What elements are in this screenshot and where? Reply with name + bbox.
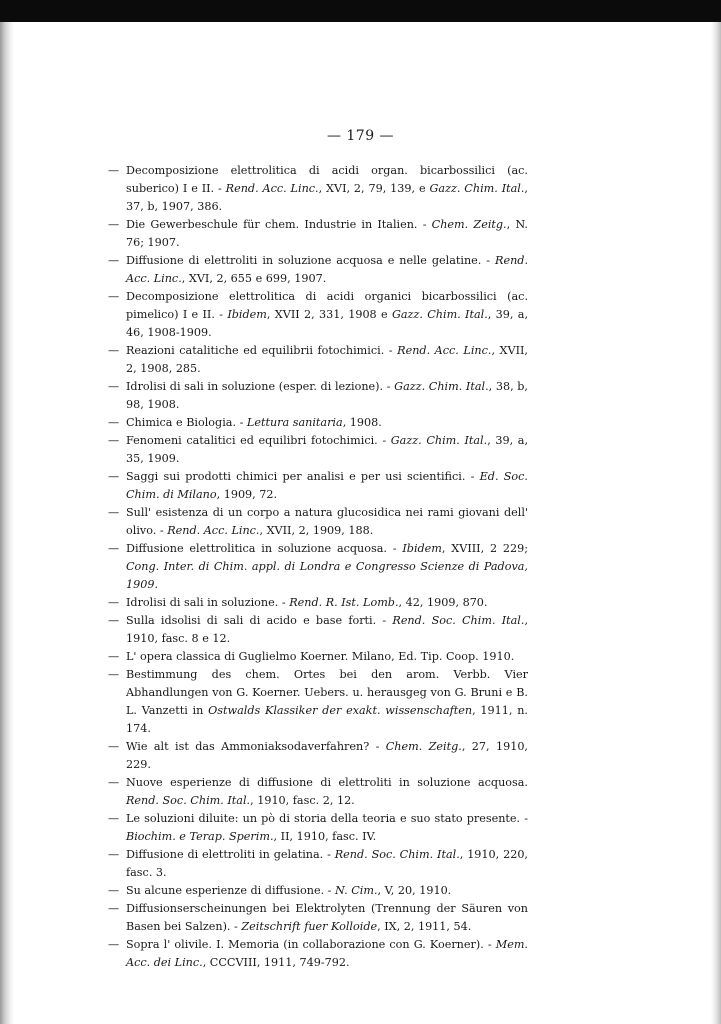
entry-dash: — bbox=[108, 812, 120, 825]
entry-dash: — bbox=[108, 164, 120, 177]
entry-ref2: Gazz. Chim. Ital. bbox=[391, 308, 488, 321]
entry-rest: , 39, a, 35, 1909. bbox=[126, 434, 529, 465]
entry-dash: — bbox=[108, 416, 120, 429]
entry-rest: , XVI, 2, 79, 139, e bbox=[318, 182, 430, 195]
bibliography-entry bbox=[108, 936, 528, 972]
entry-ref: Rend. R. Ist. Lomb. bbox=[289, 596, 399, 609]
entry-ref: Rend. Soc. Chim. Ital. bbox=[126, 794, 251, 807]
entry-dash: — bbox=[108, 902, 120, 915]
bibliography-entry bbox=[108, 810, 528, 846]
entry-text: Nuove esperienze di diffusione di elettroliti in soluzione acquosa. bbox=[126, 776, 528, 789]
entry-rest: , 38, b, 98, 1908. bbox=[126, 380, 528, 411]
entry-rest: , 1908. bbox=[342, 416, 382, 429]
entry-ref: Ibidem bbox=[227, 308, 267, 321]
entry-dash: — bbox=[108, 884, 120, 897]
bibliography-entry bbox=[108, 738, 528, 774]
bibliography-entry bbox=[108, 540, 528, 594]
entry-ref: Gazz. Chim. Ital. bbox=[394, 380, 489, 393]
bibliography-entry bbox=[108, 468, 528, 504]
entry-text: Diffusionserscheinungen bei Elektrolyten (Trennung der Säuren von Basen bei Salzen). - bbox=[126, 902, 528, 933]
entry-ref: Zeitschrift fuer Kolloide bbox=[241, 920, 378, 933]
entry-ref: Gazz. Chim. Ital. bbox=[390, 434, 488, 447]
page-number: — 179 — bbox=[326, 128, 395, 144]
entry-rest: , 42, 1909, 870. bbox=[398, 596, 488, 609]
entry-rest: , V, 20, 1910. bbox=[377, 884, 452, 897]
entry-rest: , 1909, 72. bbox=[216, 488, 278, 501]
entry-ref: Ostwalds Klassiker der exakt. wissenschaften bbox=[208, 704, 473, 717]
scan-right-edge bbox=[711, 22, 721, 1024]
bibliography-entry bbox=[108, 594, 528, 612]
bibliography-entry bbox=[108, 882, 528, 900]
entry-rest2: e Congresso Scienze di Padova, 1909. bbox=[126, 560, 528, 591]
entry-ref: Mem. Acc. dei Linc. bbox=[126, 938, 528, 969]
entry-rest: , 27, 1910, 229. bbox=[126, 740, 528, 771]
bibliography-entry bbox=[108, 288, 528, 342]
entry-dash: — bbox=[108, 614, 120, 627]
entry-ref: Rend. Acc. Linc. bbox=[167, 524, 260, 537]
entry-text: Die Gewerbeschule für chem. Industrie in Italien. - bbox=[126, 218, 432, 231]
entry-ref: Rend. Soc. Chim. Ital. bbox=[334, 848, 460, 861]
entry-rest: , XVII, 2, 1909, 188. bbox=[259, 524, 374, 537]
entry-text: Sull' esistenza di un corpo a natura glucosidica nei rami giovani dell' olivo. - bbox=[126, 506, 528, 537]
entry-ref: Ed. Soc. Chim. di Milano bbox=[126, 470, 528, 501]
scan-top-edge bbox=[0, 0, 721, 22]
entry-dash: — bbox=[108, 542, 120, 555]
entry-rest: , 1910, fasc. 2, 12. bbox=[250, 794, 355, 807]
entry-text: Le soluzioni diluite: un pò di storia della teoria e suo stato presente. - bbox=[126, 812, 528, 825]
bibliography-list bbox=[108, 162, 528, 972]
entry-text: Diffusione di elettroliti in gelatina. - bbox=[126, 848, 335, 861]
bibliography-entry bbox=[108, 666, 528, 738]
entry-text: Reazioni catalitiche ed equilibrii fotochimici. - bbox=[126, 344, 398, 357]
bibliography-entry bbox=[108, 504, 528, 540]
bibliography-entry bbox=[108, 216, 528, 252]
entry-dash: — bbox=[108, 848, 120, 861]
entry-rest: , 1910, 220, fasc. 3. bbox=[126, 848, 528, 879]
bibliography-entry bbox=[108, 432, 528, 468]
entry-text: Idrolisi di sali in soluzione (esper. di lezione). - bbox=[126, 380, 395, 393]
entry-rest: , XVII, 2, 1908, 285. bbox=[126, 344, 528, 375]
entry-rest: , XVIII, 2 229; bbox=[441, 542, 529, 555]
entry-ref: Rend. Acc. Linc. bbox=[225, 182, 319, 195]
entry-text: Wie alt ist das Ammoniaksodaverfahren? - bbox=[126, 740, 386, 753]
entry-dash: — bbox=[108, 668, 120, 681]
entry-dash: — bbox=[108, 596, 120, 609]
entry-text: Sulla idsolisi di sali di acido e base forti. - bbox=[126, 614, 393, 627]
entry-ref: Ibidem bbox=[402, 542, 442, 555]
entry-rest: , N. 76; 1907. bbox=[126, 218, 528, 249]
bibliography-entry bbox=[108, 612, 528, 648]
entry-text: Diffusione elettrolitica in soluzione acquosa. - bbox=[126, 542, 403, 555]
entry-ref: Rend. Soc. Chim. Ital. bbox=[392, 614, 525, 627]
entry-dash: — bbox=[108, 938, 120, 951]
bibliography-entry bbox=[108, 648, 528, 666]
entry-dash: — bbox=[108, 254, 120, 267]
entry-text: L' opera classica di Guglielmo Koerner. Milano, Ed. Tip. Coop. 1910. bbox=[126, 650, 515, 663]
entry-rest: , II, 1910, fasc. IV. bbox=[273, 830, 377, 843]
entry-rest: , IX, 2, 1911, 54. bbox=[377, 920, 472, 933]
entry-dash: — bbox=[108, 290, 120, 303]
entry-text: Decomposizione elettrolitica di acidi organ. bicarbossilici (ac. suberico) I e II. - bbox=[126, 164, 528, 195]
bibliography-entry bbox=[108, 162, 528, 216]
bibliography-entry bbox=[108, 846, 528, 882]
bibliography-entry bbox=[108, 414, 528, 432]
entry-ref: Lettura sanitaria bbox=[246, 416, 343, 429]
entry-text: Chimica e Biologia. - bbox=[126, 416, 247, 429]
entry-text: Bestimmung des chem. Ortes bei den arom. Verbb. Vier Abhandlungen von G. Koerner. Uebers. u. herausgeg von G. Bruni e B. L. Vanzetti in bbox=[126, 668, 528, 717]
bibliography-entry bbox=[108, 774, 528, 810]
entry-ref: Rend. Acc. Linc. bbox=[397, 344, 492, 357]
entry-dash: — bbox=[108, 434, 120, 447]
entry-dash: — bbox=[108, 740, 120, 753]
entry-dash: — bbox=[108, 776, 120, 789]
entry-dash: — bbox=[108, 506, 120, 519]
entry-rest: , 1910, fasc. 8 e 12. bbox=[126, 614, 528, 645]
entry-text: Diffusione di elettroliti in soluzione acquosa e nelle gelatine. - bbox=[126, 254, 496, 267]
entry-text: Fenomeni catalitici ed equilibri fotochimici. - bbox=[126, 434, 391, 447]
bibliography-entry bbox=[108, 342, 528, 378]
entry-dash: — bbox=[108, 218, 120, 231]
scan-left-edge bbox=[0, 22, 14, 1024]
entry-ref2: Gazz. Chim. Ital. bbox=[429, 182, 525, 195]
entry-ref: N. Cim. bbox=[335, 884, 378, 897]
entry-ref2: Cong. Inter. di Chim. appl. di Londra bbox=[126, 560, 341, 573]
entry-text: Sopra l' olivile. I. Memoria (in collaborazione con G. Koerner). - bbox=[126, 938, 496, 951]
entry-rest: , XVI, 2, 655 e 699, 1907. bbox=[181, 272, 327, 285]
entry-rest: , XVII 2, 331, 1908 e bbox=[266, 308, 392, 321]
entry-rest2: , 39, a, 46, 1908-1909. bbox=[126, 308, 529, 339]
bibliography-entry bbox=[108, 252, 528, 288]
entry-ref: Biochim. e Terap. Sperim. bbox=[126, 830, 274, 843]
entry-dash: — bbox=[108, 344, 120, 357]
entry-text: Saggi sui prodotti chimici per analisi e per usi scientifici. - bbox=[126, 470, 480, 483]
entry-ref: Rend. Acc. Linc. bbox=[126, 254, 528, 285]
entry-text: Decomposizione elettrolitica di acidi organici bicarbossilici (ac. pimelico) I e II. - bbox=[126, 290, 528, 321]
entry-rest: , CCCVIII, 1911, 749-792. bbox=[202, 956, 350, 969]
entry-text: Su alcune esperienze di diffusione. - bbox=[126, 884, 336, 897]
bibliography-entry bbox=[108, 900, 528, 936]
entry-rest: , 1911, n. 174. bbox=[126, 704, 528, 735]
entry-ref: Chem. Zeitg. bbox=[431, 218, 507, 231]
entry-dash: — bbox=[108, 470, 120, 483]
entry-ref: Chem. Zeitg. bbox=[385, 740, 462, 753]
entry-dash: — bbox=[108, 650, 120, 663]
entry-rest2: , 37, b, 1907, 386. bbox=[126, 182, 528, 213]
entry-text: Idrolisi di sali in soluzione. - bbox=[126, 596, 290, 609]
entry-dash: — bbox=[108, 380, 120, 393]
bibliography-entry bbox=[108, 378, 528, 414]
